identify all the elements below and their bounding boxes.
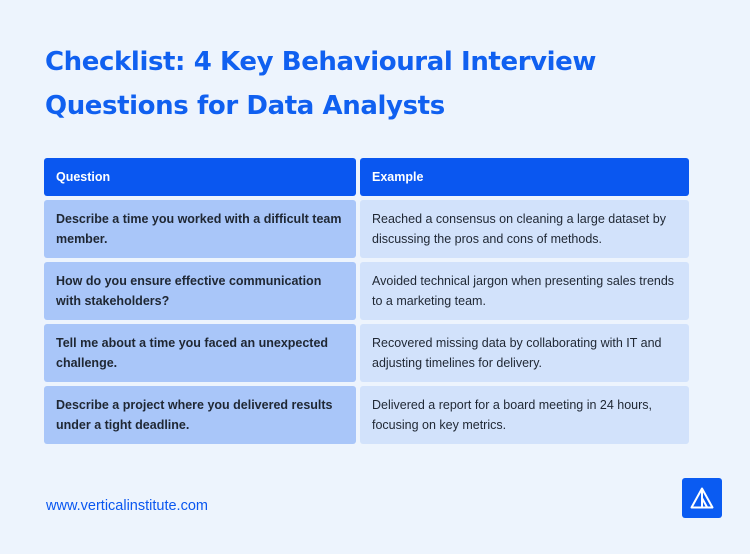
column-header-example: Example xyxy=(360,158,689,196)
question-cell: Tell me about a time you faced an unexpected challenge. xyxy=(44,324,356,382)
question-cell: Describe a project where you delivered results under a tight deadline. xyxy=(44,386,356,444)
page-title: Checklist: 4 Key Behavioural Interview Questions for Data Analysts xyxy=(45,47,597,121)
example-cell: Recovered missing data by collaborating with IT and adjusting timelines for delivery. xyxy=(360,324,689,382)
question-cell: Describe a time you worked with a difficult team member. xyxy=(44,200,356,258)
table-row xyxy=(44,200,689,258)
vertical-institute-logo-icon xyxy=(682,478,722,518)
example-cell: Avoided technical jargon when presenting sales trends to a marketing team. xyxy=(360,262,689,320)
website-url[interactable]: www.verticalinstitute.com xyxy=(46,498,208,514)
table-row xyxy=(44,386,689,444)
example-cell: Delivered a report for a board meeting in 24 hours, focusing on key metrics. xyxy=(360,386,689,444)
table-row xyxy=(44,262,689,320)
column-header-question: Question xyxy=(44,158,356,196)
checklist-table xyxy=(44,158,689,448)
example-cell: Reached a consensus on cleaning a large dataset by discussing the pros and cons of methods. xyxy=(360,200,689,258)
question-cell: How do you ensure effective communication with stakeholders? xyxy=(44,262,356,320)
table-row xyxy=(44,324,689,382)
triangle-logo-icon xyxy=(690,487,714,509)
table-header-row xyxy=(44,158,689,196)
